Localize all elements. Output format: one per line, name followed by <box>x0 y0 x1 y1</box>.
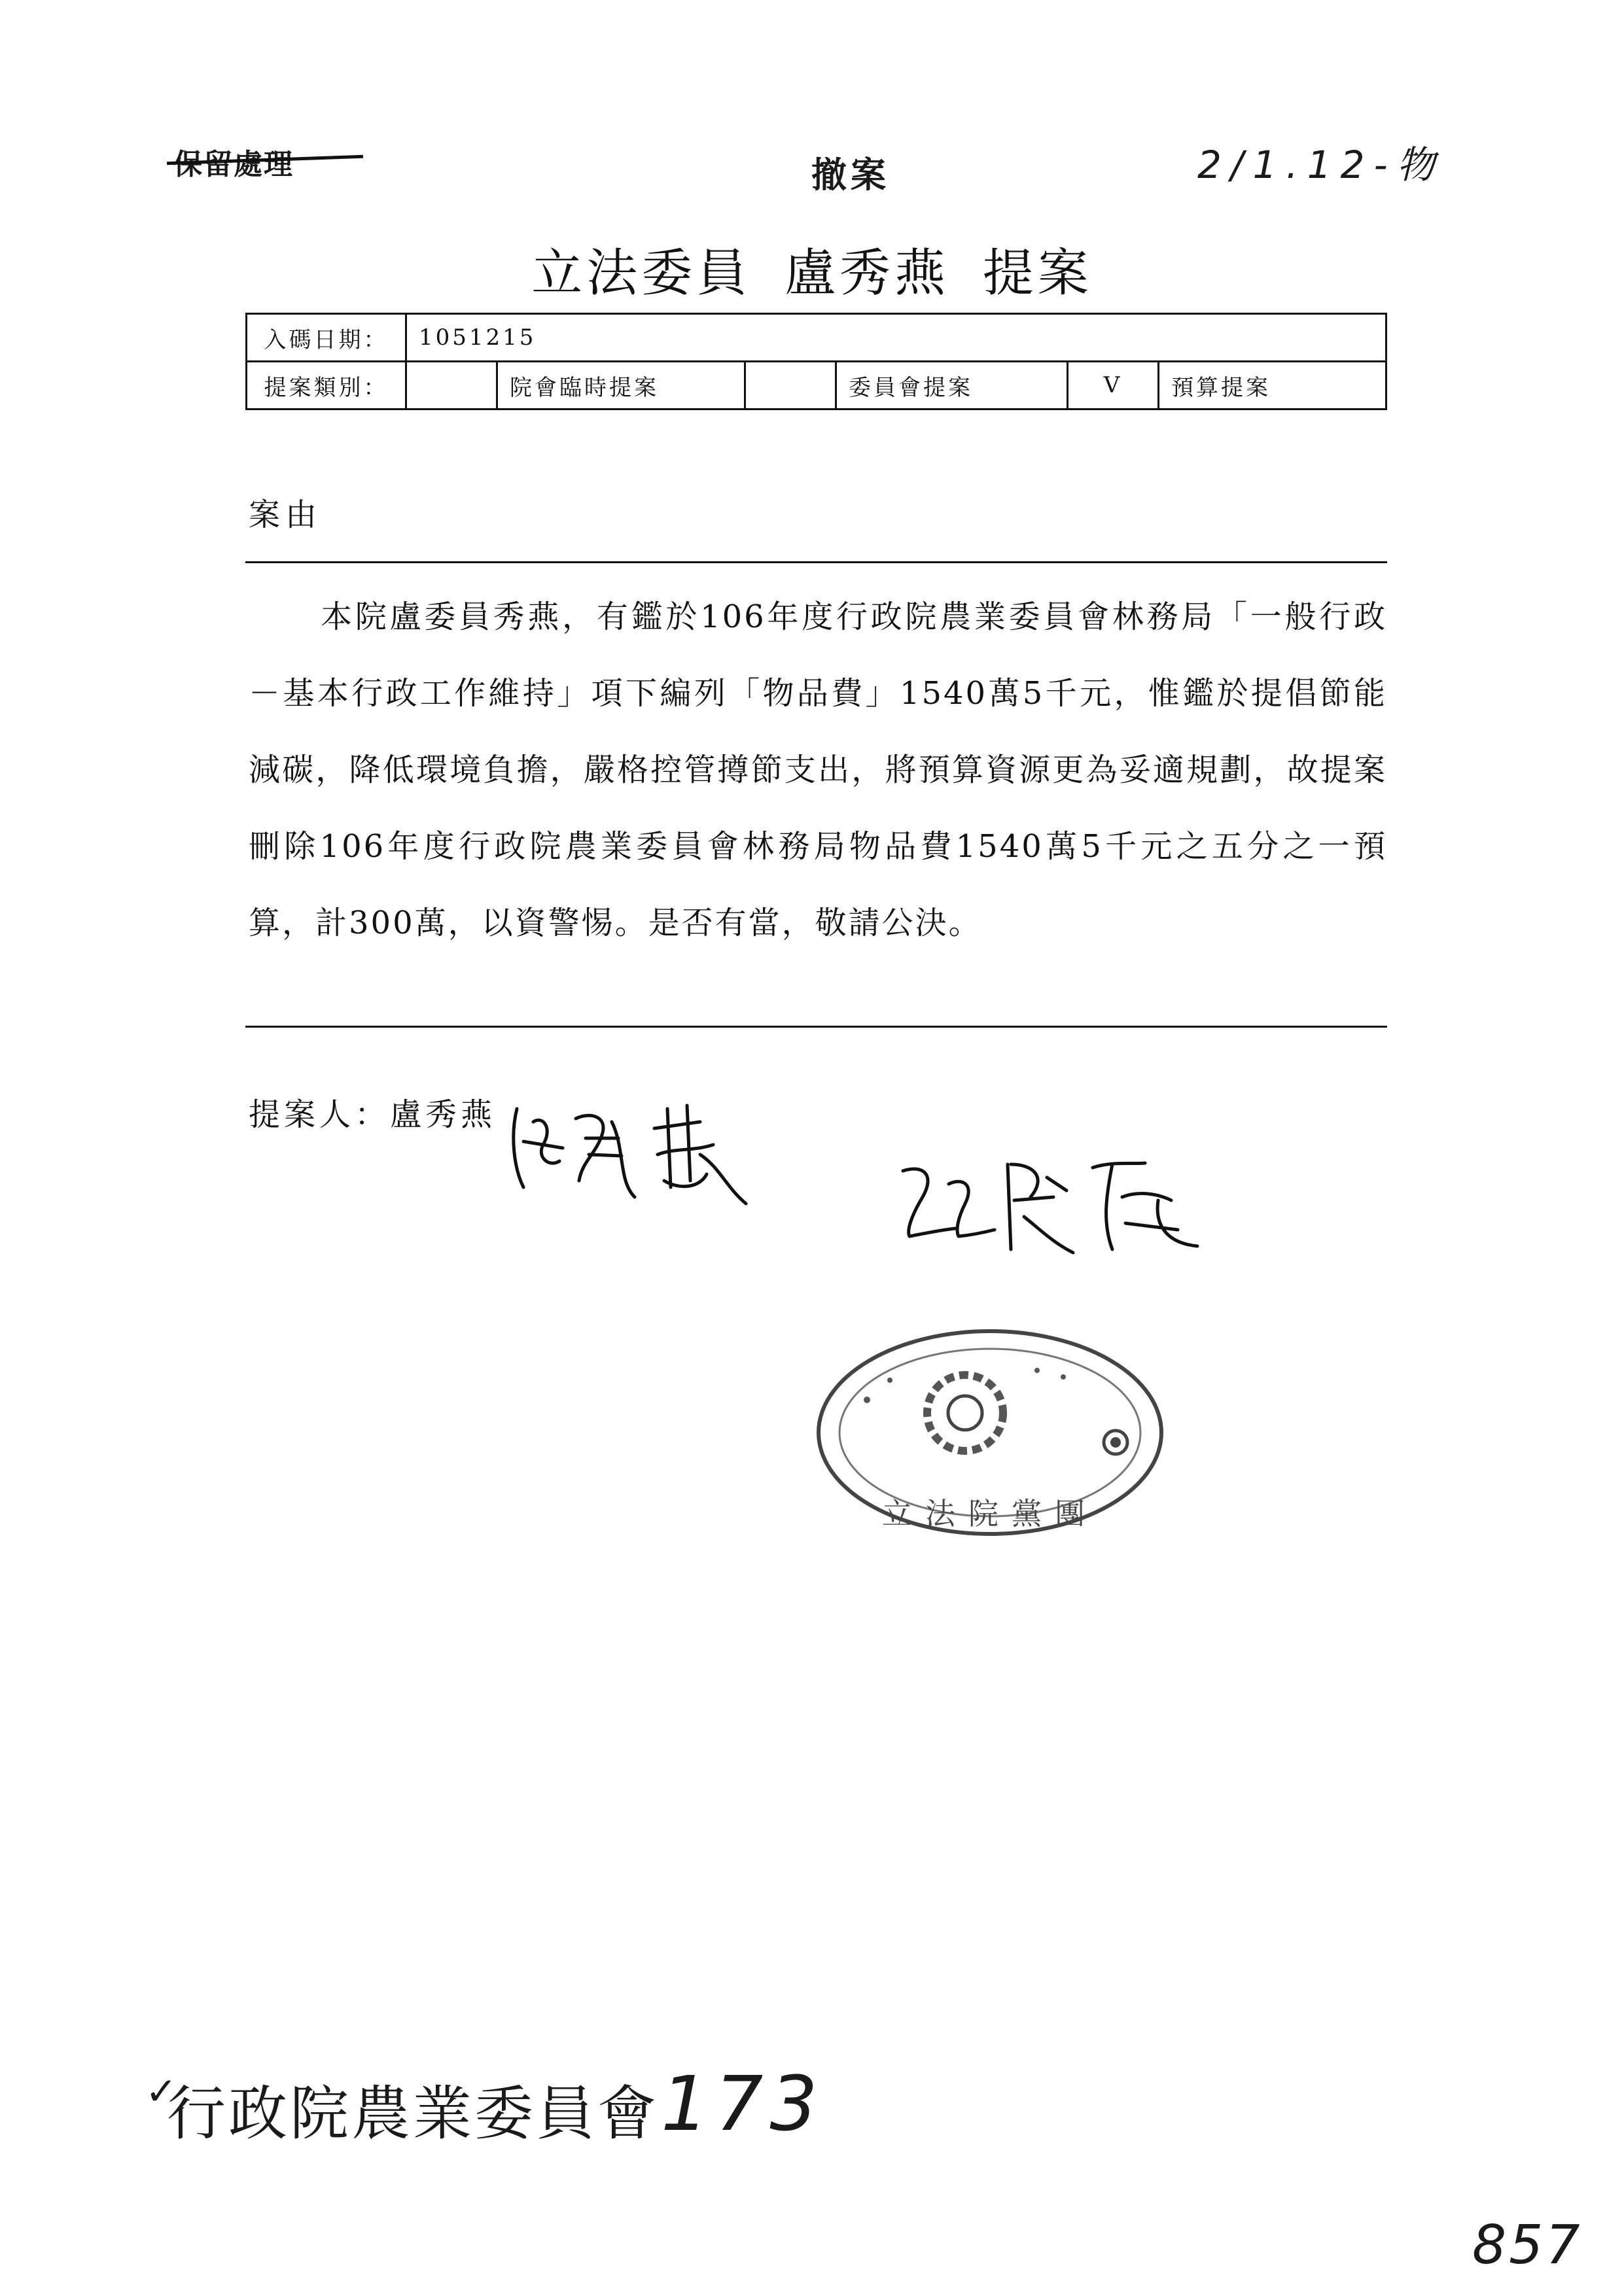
date-label: 入碼日期： <box>247 314 406 362</box>
type-label-plenary: 院會臨時提案 <box>497 362 745 409</box>
handwritten-note-hold: 保留處理 <box>173 148 294 181</box>
divider-bottom <box>245 1026 1387 1028</box>
seal-text: 立法院黨團 <box>882 1496 1098 1531</box>
section-heading: 案由 <box>249 496 323 533</box>
handwritten-agency-note: 行政院農業委員會 <box>167 2079 659 2148</box>
check-mark-icon: ✓ <box>145 2069 177 2113</box>
divider-top <box>245 561 1387 563</box>
proposer-label: 提案人：盧秀燕 <box>249 1096 497 1133</box>
type-label-committee: 委員會提案 <box>836 362 1068 409</box>
signature-second <box>896 1138 1210 1262</box>
signature-proposer <box>504 1083 779 1213</box>
type-row <box>247 362 1386 409</box>
type-mark-committee <box>745 362 836 409</box>
type-label-budget: 預算提案 <box>1159 362 1386 409</box>
handwritten-note-date: 2/1.12-物 <box>1197 143 1444 187</box>
page-number: 857 <box>1472 2214 1583 2276</box>
document-title: 立法委員 盧秀燕 提案 <box>531 244 1093 303</box>
type-label: 提案類別： <box>247 362 406 409</box>
date-value: 1051215 <box>406 314 1386 362</box>
proposal-info-table <box>245 313 1387 410</box>
handwritten-number: 173 <box>661 2061 824 2148</box>
official-seal <box>808 1315 1174 1550</box>
type-mark-budget: V <box>1068 362 1159 409</box>
type-mark-plenary <box>406 362 497 409</box>
date-row <box>247 314 1386 362</box>
proposal-body: 本院盧委員秀燕，有鑑於106年度行政院農業委員會林務局「一般行政－基本行政工作維持」項下編列「物品費」1540萬5千元，惟鑑於提倡節能減碳，降低環境負擔，嚴格控管撙節支出，將預算資源更為妥適規劃，故提案刪除106年度行政院農業委員會林務局物品費1540萬5千元之五分之一預算，計300萬，以資警惕。是否有當，敬請公決。 <box>249 599 1387 941</box>
handwritten-note-withdrawn: 撤案 <box>811 154 890 196</box>
